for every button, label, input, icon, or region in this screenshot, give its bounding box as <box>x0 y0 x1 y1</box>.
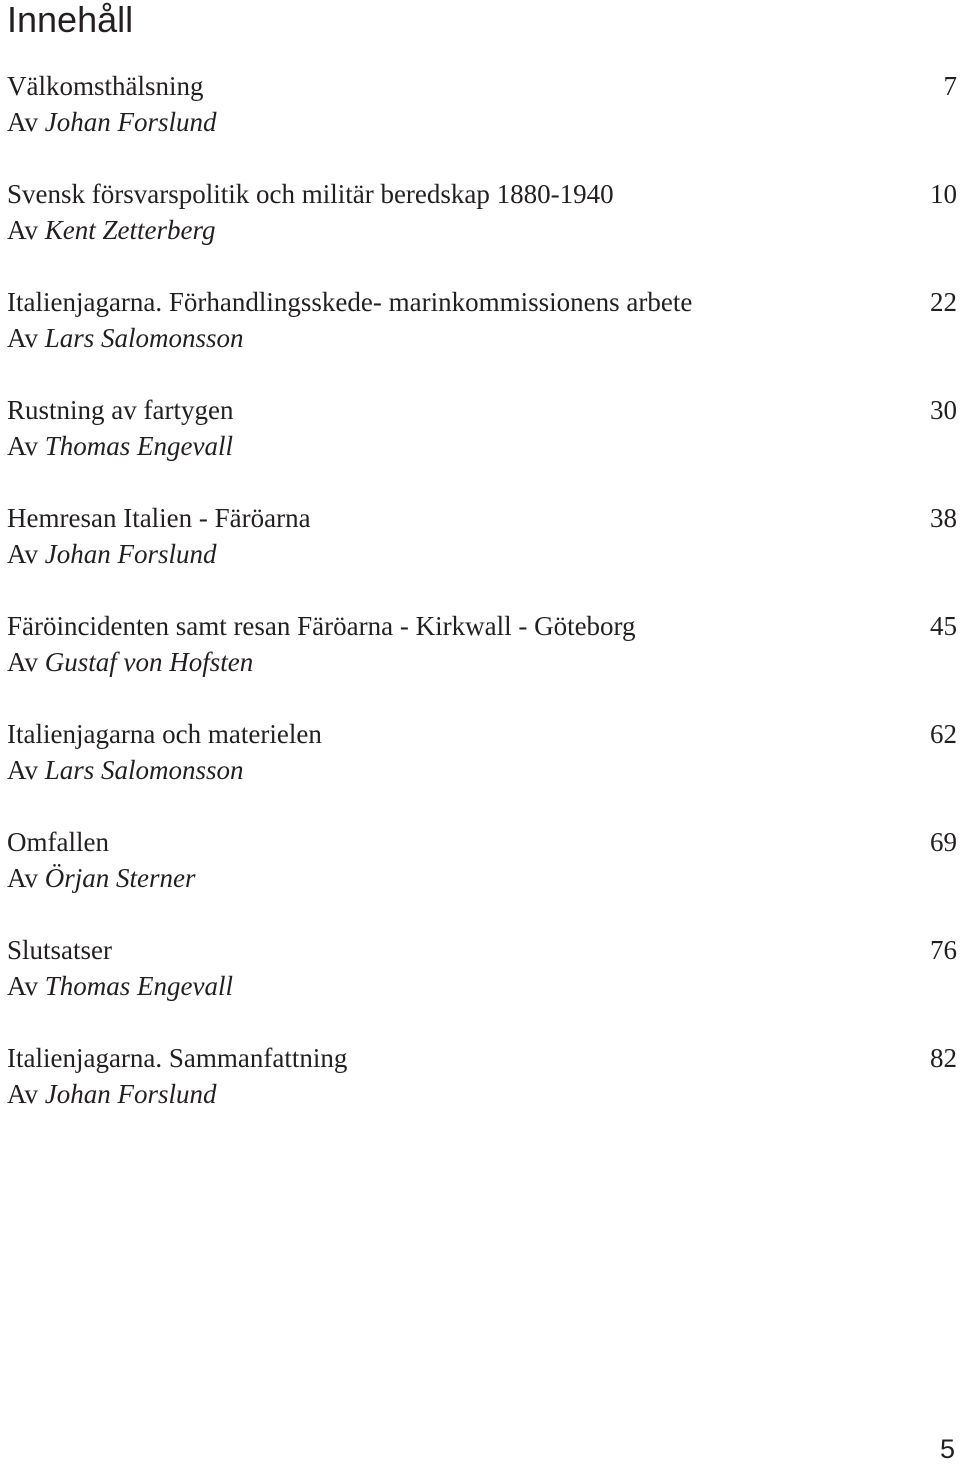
toc-entry-line <box>7 716 957 752</box>
author-name: Johan Forslund <box>44 1079 217 1109</box>
toc-entry-line <box>7 1040 957 1076</box>
toc-entry-title: Omfallen <box>7 827 109 857</box>
toc-entry-line <box>7 284 957 320</box>
toc-entry-author <box>7 752 957 788</box>
toc-entry-page: 7 <box>943 71 957 101</box>
toc-entry-line <box>7 176 957 212</box>
author-name: Lars Salomonsson <box>44 755 244 785</box>
toc-entry <box>7 176 957 284</box>
toc-entry-title: Italienjagarna. Sammanfattning <box>7 1043 348 1073</box>
page-number: 5 <box>939 1434 955 1464</box>
author-prefix: Av <box>7 215 38 245</box>
toc-entry-author <box>7 536 957 572</box>
author-name: Thomas Engevall <box>44 431 233 461</box>
toc-entry-line <box>7 824 957 860</box>
page-title: Innehåll <box>7 0 134 40</box>
toc-entry-author <box>7 428 957 464</box>
toc-entry-line <box>7 68 957 104</box>
author-prefix: Av <box>7 971 38 1001</box>
toc-entry-page: 76 <box>930 935 957 965</box>
toc-entry <box>7 68 957 176</box>
toc-entry <box>7 392 957 500</box>
author-name: Thomas Engevall <box>44 971 233 1001</box>
author-prefix: Av <box>7 107 38 137</box>
toc-entry-page: 38 <box>930 503 957 533</box>
toc-entry-title: Hemresan Italien - Färöarna <box>7 503 311 533</box>
author-prefix: Av <box>7 431 38 461</box>
toc-entry-line <box>7 500 957 536</box>
toc-entry-page: 22 <box>930 287 957 317</box>
toc-entry <box>7 608 957 716</box>
toc-entry <box>7 284 957 392</box>
author-name: Gustaf von Hofsten <box>44 647 254 677</box>
toc-entry-author <box>7 1076 957 1112</box>
author-name: Johan Forslund <box>44 539 217 569</box>
toc-entry-title: Slutsatser <box>7 935 112 965</box>
author-prefix: Av <box>7 1079 38 1109</box>
toc-entry-line <box>7 392 957 428</box>
toc-entry <box>7 1040 957 1148</box>
toc-entry-author <box>7 212 957 248</box>
toc-entry-page: 10 <box>930 179 957 209</box>
toc-entry <box>7 716 957 824</box>
toc-entry-author <box>7 320 957 356</box>
author-prefix: Av <box>7 647 38 677</box>
toc-entry-title: Italienjagarna och materielen <box>7 719 322 749</box>
toc-entry-page: 69 <box>930 827 957 857</box>
author-name: Johan Forslund <box>44 107 217 137</box>
toc-entry-author <box>7 860 957 896</box>
toc-entry-author <box>7 644 957 680</box>
toc-entry <box>7 824 957 932</box>
toc-entry-title: Italienjagarna. Förhandlingsskede- marinkommissionens arbete <box>7 287 693 317</box>
toc-entry-page: 45 <box>930 611 957 641</box>
toc-entry <box>7 932 957 1040</box>
toc-entry-title: Färöincidenten samt resan Färöarna - Kirkwall - Göteborg <box>7 611 636 641</box>
toc-entry-page: 62 <box>930 719 957 749</box>
author-prefix: Av <box>7 863 38 893</box>
table-of-contents <box>7 68 957 1148</box>
toc-entry-title: Rustning av fartygen <box>7 395 234 425</box>
toc-entry-title: Välkomsthälsning <box>7 71 204 101</box>
toc-entry-author <box>7 968 957 1004</box>
toc-entry-author <box>7 104 957 140</box>
toc-entry-page: 30 <box>930 395 957 425</box>
author-prefix: Av <box>7 755 38 785</box>
author-name: Lars Salomonsson <box>44 323 244 353</box>
author-prefix: Av <box>7 539 38 569</box>
author-name: Kent Zetterberg <box>44 215 216 245</box>
author-prefix: Av <box>7 323 38 353</box>
author-name: Örjan Sterner <box>44 863 196 893</box>
toc-entry <box>7 500 957 608</box>
toc-entry-title: Svensk försvarspolitik och militär beredskap 1880-1940 <box>7 179 614 209</box>
toc-entry-page: 82 <box>930 1043 957 1073</box>
toc-entry-line <box>7 932 957 968</box>
toc-entry-line <box>7 608 957 644</box>
